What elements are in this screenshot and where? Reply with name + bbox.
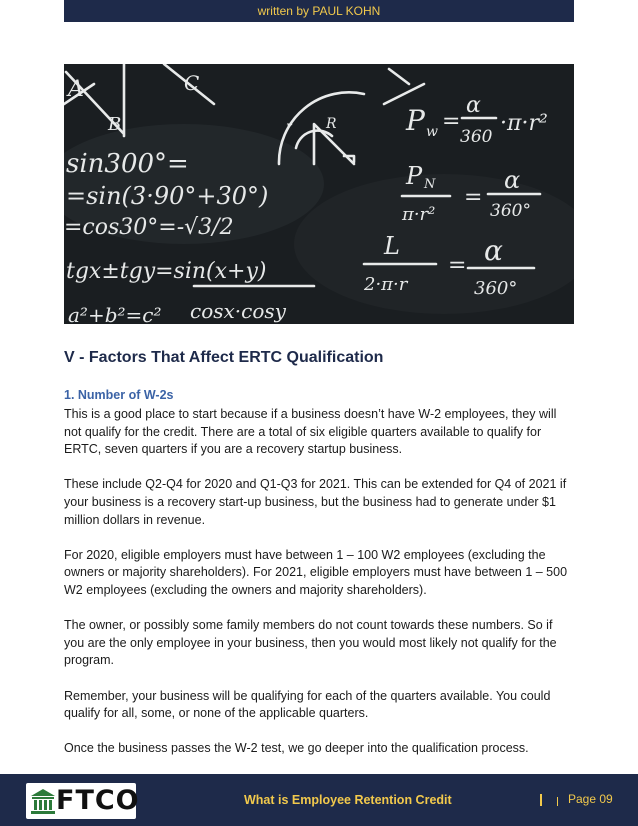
svg-text:=: = (464, 185, 483, 210)
paragraph: Once the business passes the W-2 test, we go deeper into the qualification process. (64, 741, 529, 756)
page-number: Page 09 (568, 792, 613, 806)
section-title: V - Factors That Affect ERTC Qualification (64, 349, 384, 366)
svg-text:=: = (448, 253, 467, 278)
paragraph: Remember, your business will be qualifying for each of the quarters available. You could qualify for all, some, or none of the applicable quarters. (64, 688, 551, 721)
ftco-logo (26, 783, 140, 819)
svg-text:α: α (504, 166, 521, 194)
svg-text:α: α (466, 93, 481, 118)
chalkboard-image (64, 64, 574, 324)
author-banner (64, 0, 574, 22)
author-line: written by PAUL KOHN (257, 4, 381, 18)
svg-text:α: α (484, 234, 503, 267)
svg-text:360°: 360° (474, 278, 518, 299)
svg-text:r: r (286, 119, 292, 133)
svg-text:π·r²: π·r² (402, 204, 436, 225)
paragraph: These include Q2-Q4 for 2020 and Q1-Q3 for 2021. This can be extended for Q4 of 2021 if your business is a recovery start-up business, but the business had to generate under $1 million dollars in revenue. (64, 477, 567, 527)
svg-text:360°: 360° (490, 201, 531, 221)
svg-text:·π·r²: ·π·r² (500, 111, 548, 136)
footer-separator (557, 797, 558, 806)
svg-text:=: = (442, 109, 461, 134)
footer-title: What is Employee Retention Credit (244, 793, 452, 807)
svg-text:w: w (426, 124, 438, 140)
svg-text:A: A (68, 77, 84, 102)
footer-separator (540, 794, 542, 806)
building-icon (30, 787, 56, 815)
svg-text:N: N (424, 177, 436, 192)
svg-text:360: 360 (460, 127, 493, 147)
paragraph: For 2020, eligible employers must have between 1 – 100 W2 employees (excluding the owners or majority shareholders). For 2021, eligible employers must have between 1 – 500 W2 employees (excluding the owners and majority shareholders). (64, 547, 568, 597)
svg-text:tgx±tgy=sin(x+y): tgx±tgy=sin(x+y) (66, 259, 267, 284)
svg-text:C: C (184, 71, 200, 95)
svg-text:R: R (326, 116, 337, 132)
paragraph: The owner, or possibly some family members do not count towards these numbers. So if you are the only employee in your business, then you would most likely not qualify for the program. (64, 618, 557, 668)
svg-text:P: P (406, 162, 423, 190)
svg-text:=cos30°=-√3/2: =cos30°=-√3/2 (64, 215, 234, 240)
logo-text: FTCO (56, 785, 140, 816)
svg-text:L: L (384, 232, 400, 260)
svg-text:sin300°=: sin300°= (66, 149, 189, 179)
svg-text:B: B (108, 114, 122, 135)
svg-text:2·π·r: 2·π·r (364, 274, 408, 295)
svg-text:a²+b²=c²: a²+b²=c² (68, 303, 162, 324)
body-text (64, 406, 576, 775)
svg-text:=sin(3·90°+30°): =sin(3·90°+30°) (66, 182, 269, 210)
subheading-w2: 1. Number of W-2s (64, 388, 174, 402)
svg-text:cosx·cosy: cosx·cosy (190, 299, 286, 323)
svg-text:P: P (406, 104, 425, 137)
page-footer (0, 774, 638, 826)
paragraph: This is a good place to start because if a business doesn’t have W-2 employees, they will not qualify for the credit. There are a total of six eligible quarters available to qualify for ERTC, seven quarters if you are a recovery startup business. (64, 407, 557, 457)
